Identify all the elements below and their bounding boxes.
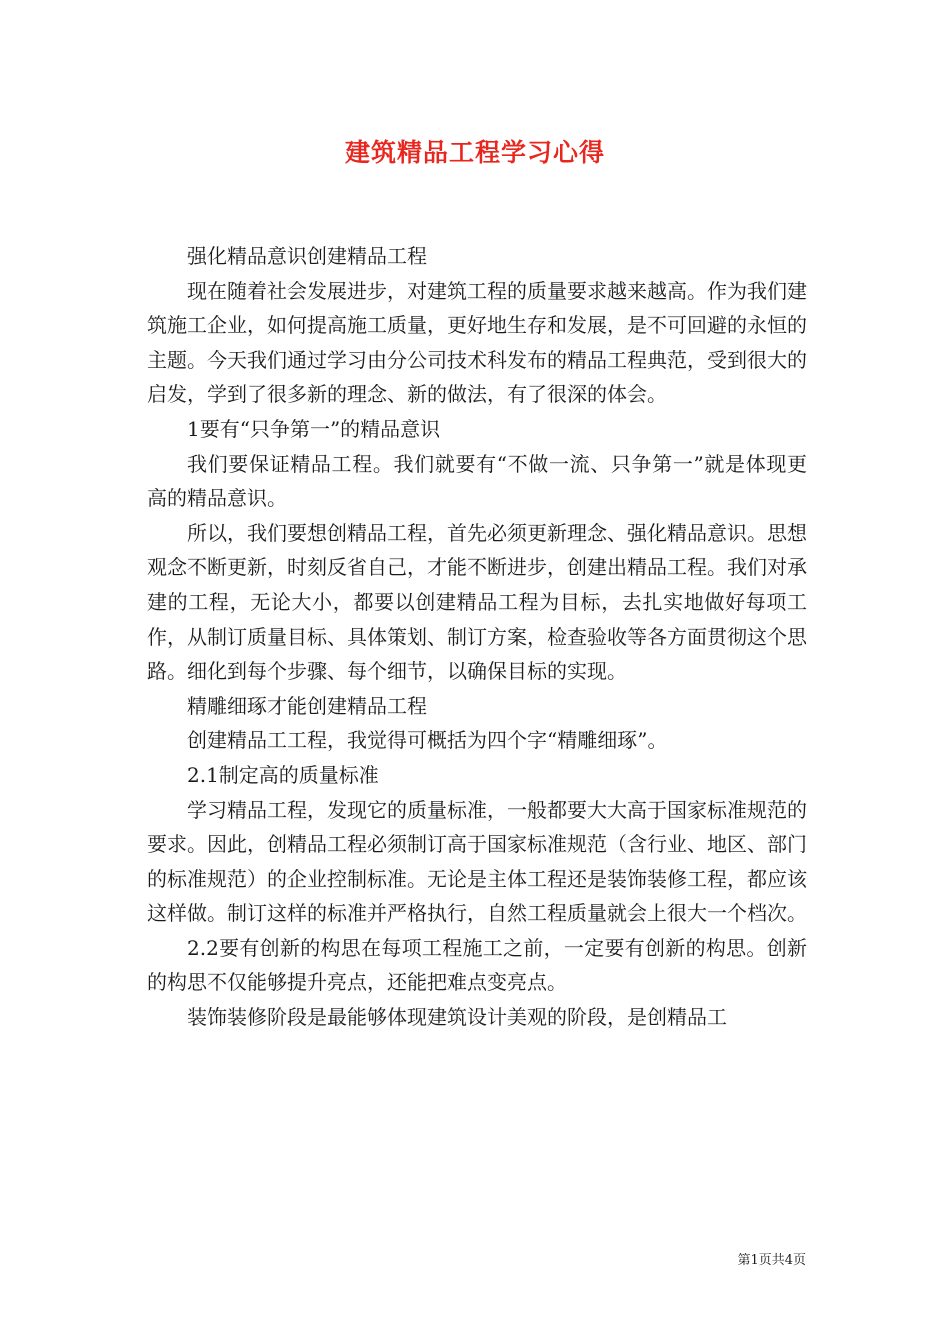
paragraph: 学习精品工程，发现它的质量标准，一般都要大大高于国家标准规范的要求。因此，创精品工程必须制订高于国家标准规范（含行业、地区、部门的标准规范）的企业控制标准。无论是主体工程还是装饰装修工程，都应该这样做。制订这样的标准并严格执行，自然工程质量就会上很大一个档次。 — [147, 797, 807, 926]
paragraph: 我们要保证精品工程。我们就要有“不做一流、只争第一”就是体现更高的精品意识。 — [147, 451, 807, 511]
document-title: 建筑精品工程学习心得 — [344, 138, 605, 167]
paragraph: 创建精品工工程，我觉得可概括为四个字“精雕细琢”。 — [187, 728, 668, 753]
section-heading: 精雕细琢才能创建精品工程 — [187, 693, 427, 718]
paragraph: 所以，我们要想创精品工程，首先必须更新理念、强化精品意识。思想观念不断更新，时刻反省自己，才能不断进步，创建出精品工程。我们对承建的工程，无论大小，都要以创建精品工程为目标，去扎实地做好每项工作，从制订质量目标、具体策划、制订方案，检查验收等各方面贯彻这个思路。细化到每个步骤、每个细节，以确保目标的实现。 — [147, 520, 807, 684]
paragraph: 装饰装修阶段是最能够体现建筑设计美观的阶段，是创精品工 — [187, 1005, 727, 1030]
paragraph: 2.2要有创新的构思在每项工程施工之前，一定要有创新的构思。创新的构思不仅能够提升亮点，还能把难点变亮点。 — [147, 935, 807, 995]
section-heading: 1要有“只争第一”的精品意识 — [187, 416, 441, 441]
section-heading: 2.1制定高的质量标准 — [187, 762, 379, 787]
section-heading: 强化精品意识创建精品工程 — [187, 244, 427, 268]
page-number-footer: 第1页共4页 — [737, 1253, 806, 1268]
document-body — [147, 239, 807, 1035]
paragraph: 现在随着社会发展进步，对建筑工程的质量要求越来越高。作为我们建筑施工企业，如何提高施工质量，更好地生存和发展，是不可回避的永恒的主题。今天我们通过学习由分公司技术科发布的精品工程典范，受到很大的启发，学到了很多新的理念、新的做法，有了很深的体会。 — [147, 278, 807, 407]
